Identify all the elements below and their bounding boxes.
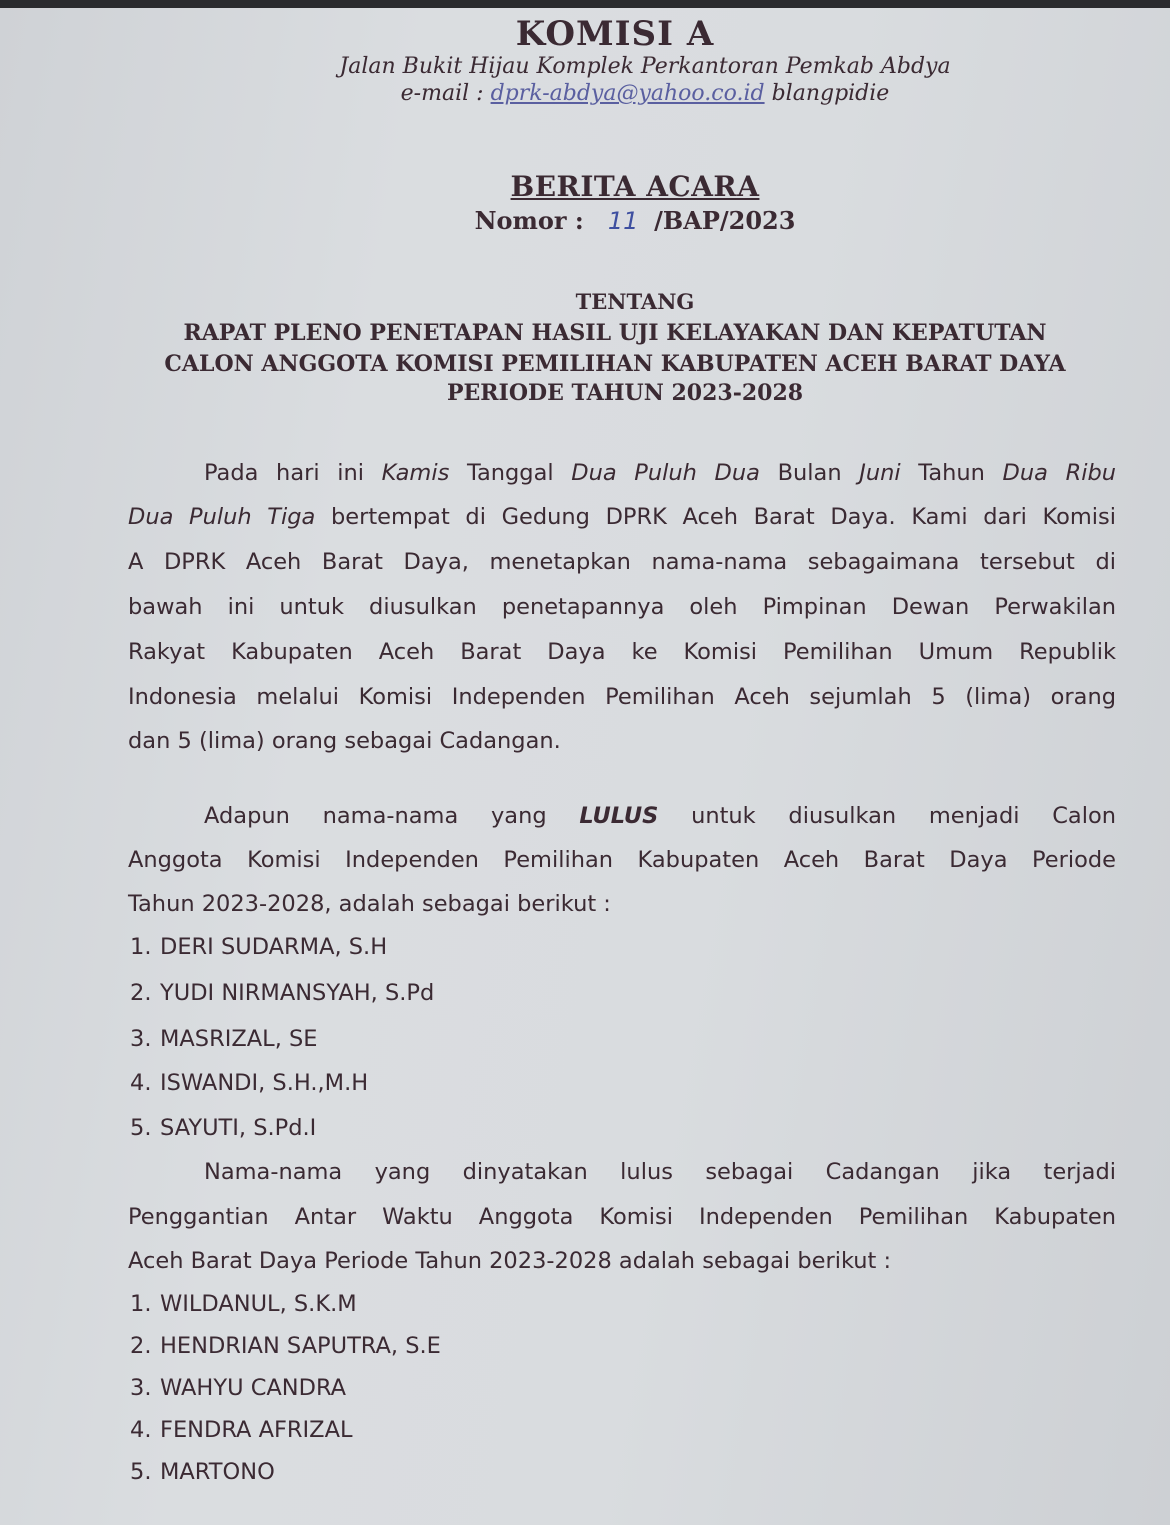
list-item-lulus: 2. YUDI NIRMANSYAH, S.Pd	[130, 980, 435, 1006]
email-link[interactable]: dprk-abdya@yahoo.co.id	[490, 81, 765, 106]
email-label: e-mail :	[400, 81, 484, 106]
paragraph-line: Pada hari ini Kamis Tanggal Dua Puluh Dua Bulan Juni Tahun Dua Ribu	[204, 460, 1116, 486]
list-item-lulus: 1. DERI SUDARMA, S.H	[130, 934, 388, 960]
doc-number-handwritten: 11	[607, 207, 639, 235]
list-item-cadangan: 4. FENDRA AFRIZAL	[130, 1417, 353, 1443]
letterhead-city: blangpidie	[771, 81, 890, 106]
doc-number	[50, 206, 1170, 235]
doc-number-label: Nomor :	[474, 206, 584, 235]
doc-title: BERITA ACARA	[510, 170, 760, 203]
letterhead-address: Jalan Bukit Hijau Komplek Perkantoran Pemkab Abdya	[339, 54, 951, 79]
list-item-lulus: 5. SAYUTI, S.Pd.I	[130, 1115, 317, 1141]
doc-subject-line: CALON ANGGOTA KOMISI PEMILIHAN KABUPATEN ACEH BARAT DAYA	[164, 351, 1066, 377]
doc-subject-line: RAPAT PLENO PENETAPAN HASIL UJI KELAYAKAN DAN KEPATUTAN	[183, 320, 1047, 346]
paragraph-line: Penggantian Antar Waktu Anggota Komisi Independen Pemilihan Kabupaten	[128, 1204, 1116, 1230]
list-item-cadangan: 5. MARTONO	[130, 1459, 275, 1485]
paragraph-line: dan 5 (lima) orang sebagai Cadangan.	[128, 728, 561, 754]
doc-number-suffix: /BAP/2023	[654, 206, 796, 235]
paragraph-line: Adapun nama-nama yang LULUS untuk diusulkan menjadi Calon	[204, 803, 1116, 829]
paragraph-line: Nama-nama yang dinyatakan lulus sebagai Cadangan jika terjadi	[204, 1159, 1116, 1185]
paragraph-line: Tahun 2023-2028, adalah sebagai berikut :	[128, 891, 611, 917]
document-page	[0, 8, 1170, 1525]
list-item-lulus: 4. ISWANDI, S.H.,M.H	[130, 1070, 369, 1096]
letterhead-org: KOMISI A	[515, 14, 715, 54]
letterhead-email-line	[60, 81, 1170, 106]
paragraph-line: A DPRK Aceh Barat Daya, menetapkan nama-nama sebagaimana tersebut di	[128, 549, 1116, 575]
list-item-lulus: 3. MASRIZAL, SE	[130, 1026, 318, 1052]
doc-subject-line: PERIODE TAHUN 2023-2028	[446, 380, 804, 406]
paragraph-line: Rakyat Kabupaten Aceh Barat Daya ke Komisi Pemilihan Umum Republik	[128, 639, 1116, 665]
paragraph-line: bawah ini untuk diusulkan penetapannya oleh Pimpinan Dewan Perwakilan	[128, 594, 1116, 620]
paragraph-line: Aceh Barat Daya Periode Tahun 2023-2028 adalah sebagai berikut :	[128, 1248, 892, 1274]
paragraph-line: Dua Puluh Tiga bertempat di Gedung DPRK Aceh Barat Daya. Kami dari Komisi	[128, 504, 1117, 530]
doc-tentang: TENTANG	[575, 289, 695, 314]
paragraph-line: Indonesia melalui Komisi Independen Pemilihan Aceh sejumlah 5 (lima) orang	[128, 684, 1116, 710]
list-item-cadangan: 2. HENDRIAN SAPUTRA, S.E	[130, 1333, 441, 1359]
list-item-cadangan: 1. WILDANUL, S.K.M	[130, 1291, 357, 1317]
list-item-cadangan: 3. WAHYU CANDRA	[130, 1375, 347, 1401]
paragraph-line: Anggota Komisi Independen Pemilihan Kabupaten Aceh Barat Daya Periode	[128, 847, 1116, 873]
screen-top-bar	[0, 0, 1170, 8]
